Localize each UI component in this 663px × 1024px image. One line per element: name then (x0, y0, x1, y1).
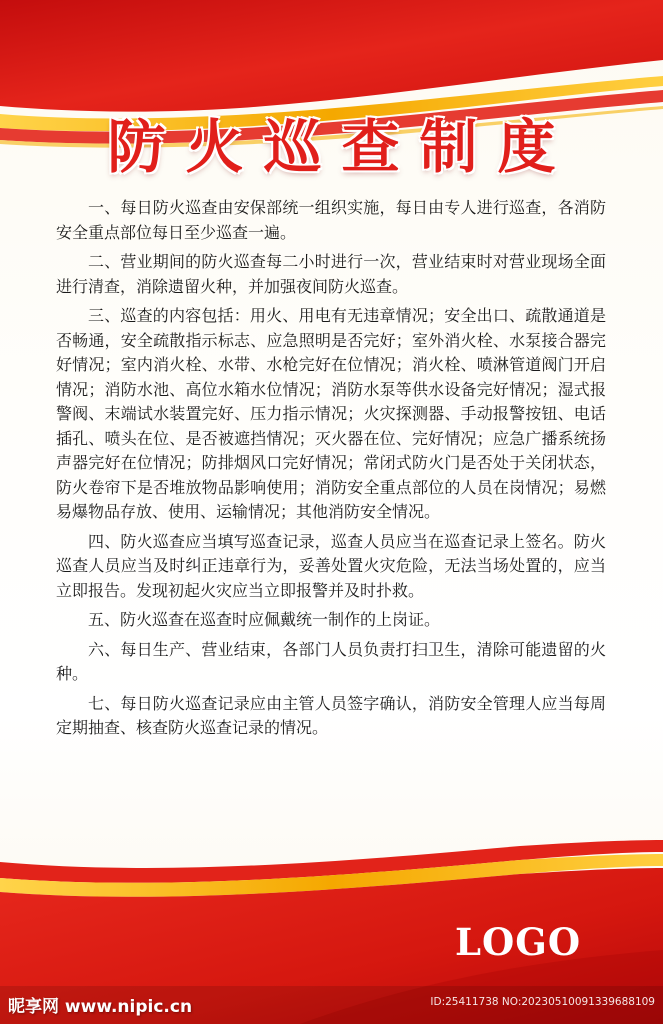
rule-paragraph-4: 四、防火巡查应当填写巡查记录，巡查人员应当在巡查记录上签名。防火巡查人员应当及时纠正违章行为，妥善处置火灾危险，无法当场处置的，应当立即报告。发现初起火灾应当立即报警并及时扑救。 (56, 531, 606, 600)
page-title: 防火巡查制度 (107, 113, 576, 181)
watermark-site: 昵享网 www.nipic.cn (8, 997, 193, 1017)
rule-paragraph-2: 二、营业期间的防火巡查每二小时进行一次，营业结束时对营业现场全面进行清查，消除遗留火种，并加强夜间防火巡查。 (56, 252, 606, 296)
watermark-id: ID:25411738 NO:20230510091339688109 (430, 996, 655, 1008)
rule-paragraph-1: 一、每日防火巡查由安保部统一组织实施，每日由专人进行巡查，各消防安全重点部位每日至少巡查一遍。 (56, 198, 606, 242)
rule-paragraph-6: 六、每日生产、营业结束，各部门人员负责打扫卫生，清除可能遗留的火种。 (56, 639, 606, 683)
rule-paragraph-3: 三、巡查的内容包括：用火、用电有无违章情况；安全出口、疏散通道是否畅通，安全疏散指示标志、应急照明是否完好；室外消火栓、水泵接合器完好情况；室内消火栓、水带、水枪完好在位情况；消火栓、喷淋管道阀门开启情况；消防水池、高位水箱水位情况；消防水泵等供水设备完好情况；湿式报警阀、末端试水装置完好、压力指示情况；火灾探测器、手动报警按钮、电话插孔、喷头在位、是否被遮挡情况；灭火器在位、完好情况；应急广播系统扬声器完好在位情况；防排烟风口完好情况；常闭式防火门是否处于关闭状态，防火卷帘下是否堆放物品影响使用；消防安全重点部位的人员在岗情况；易燃易爆物品存放、使用、运输情况；其他消防安全情况。 (56, 306, 606, 521)
rule-paragraph-7: 七、每日防火巡查记录应由主管人员签字确认，消防安全管理人应当每周定期抽查、核查防火巡查记录的情况。 (56, 693, 606, 737)
rules-content (56, 196, 606, 746)
rule-paragraph-5: 五、防火巡查在巡查时应佩戴统一制作的上岗证。 (88, 610, 441, 629)
logo-text: LOGO (455, 920, 582, 964)
